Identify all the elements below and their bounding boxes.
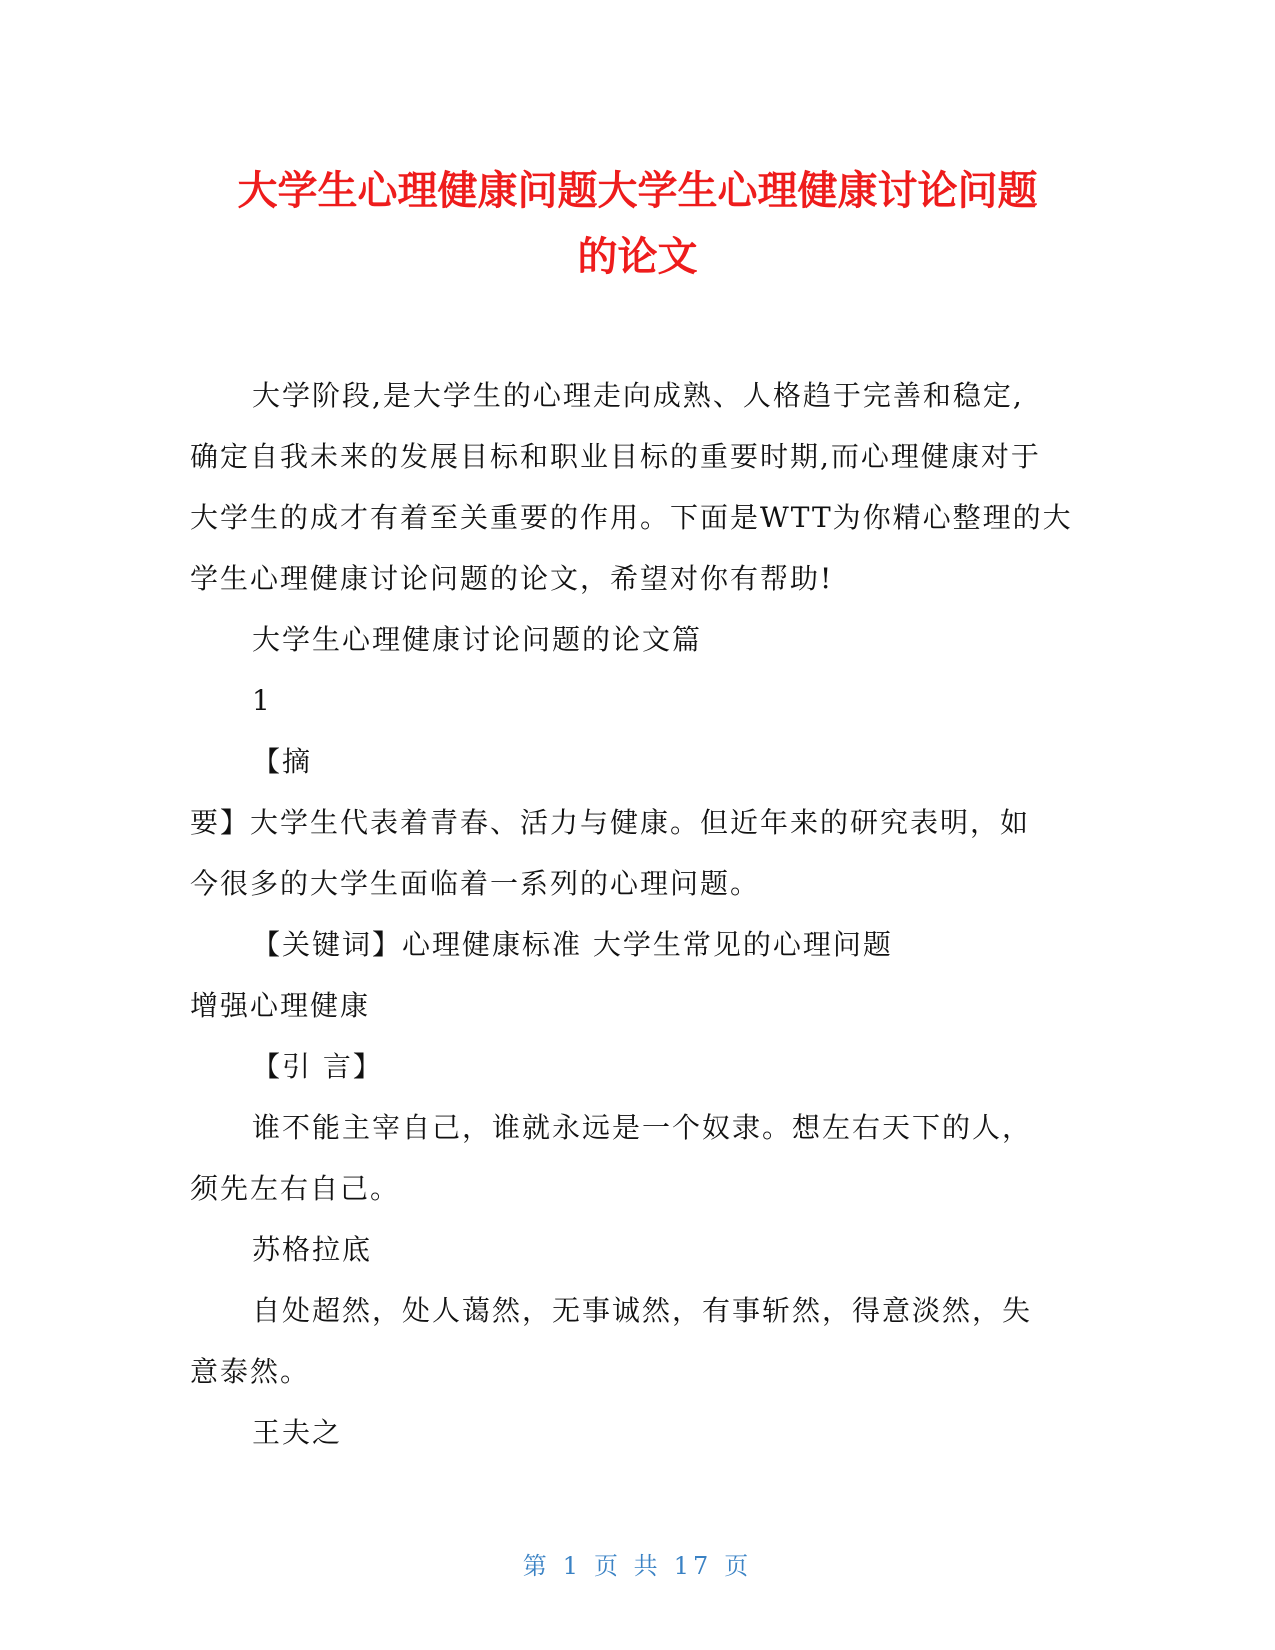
footer-label-end: 页 xyxy=(724,1552,753,1580)
quote-line: 自处超然，处人蔼然，无事诚然，有事斩然，得意淡然，失 xyxy=(252,1294,1033,1327)
footer-current-page: 1 xyxy=(562,1552,583,1580)
quote-author: 王夫之 xyxy=(252,1416,343,1449)
page-footer xyxy=(0,1546,1275,1581)
footer-total-pages: 17 xyxy=(673,1552,713,1580)
title-line-1: 大学生心理健康问题大学生心理健康讨论问题 xyxy=(237,168,1038,214)
section-number: 1 xyxy=(252,684,272,717)
document-title xyxy=(0,158,1275,290)
footer-label-page: 第 xyxy=(522,1552,551,1580)
body-line: 大学阶段,是大学生的心理走向成熟、人格趋于完善和稳定, xyxy=(252,379,1024,412)
title-line-2: 的论文 xyxy=(577,234,698,280)
keywords-line: 【关键词】心理健康标准 大学生常见的心理问题 xyxy=(252,928,893,961)
keywords-line: 增强心理健康 xyxy=(190,989,371,1022)
quote-author: 苏格拉底 xyxy=(252,1233,373,1266)
section-heading: 大学生心理健康讨论问题的论文篇 xyxy=(252,623,703,656)
body-line: 确定自我未来的发展目标和职业目标的重要时期,而心理健康对于 xyxy=(190,440,1041,473)
document-body xyxy=(190,365,1080,1463)
body-line: 大学生的成才有着至关重要的作用。下面是WTT为你精心整理的大 xyxy=(190,501,1073,534)
quote-line: 意泰然。 xyxy=(190,1355,311,1388)
quote-line: 须先左右自己。 xyxy=(190,1172,401,1205)
footer-label-of: 页 共 xyxy=(594,1552,662,1580)
abstract-label: 【摘 xyxy=(252,745,313,778)
introduction-label: 【引 言】 xyxy=(252,1050,383,1083)
abstract-line: 要】大学生代表着青春、活力与健康。但近年来的研究表明，如 xyxy=(190,806,1031,839)
body-line: 学生心理健康讨论问题的论文，希望对你有帮助! xyxy=(190,562,834,595)
quote-line: 谁不能主宰自己，谁就永远是一个奴隶。想左右天下的人， xyxy=(252,1111,1033,1144)
abstract-line: 今很多的大学生面临着一系列的心理问题。 xyxy=(190,867,761,900)
